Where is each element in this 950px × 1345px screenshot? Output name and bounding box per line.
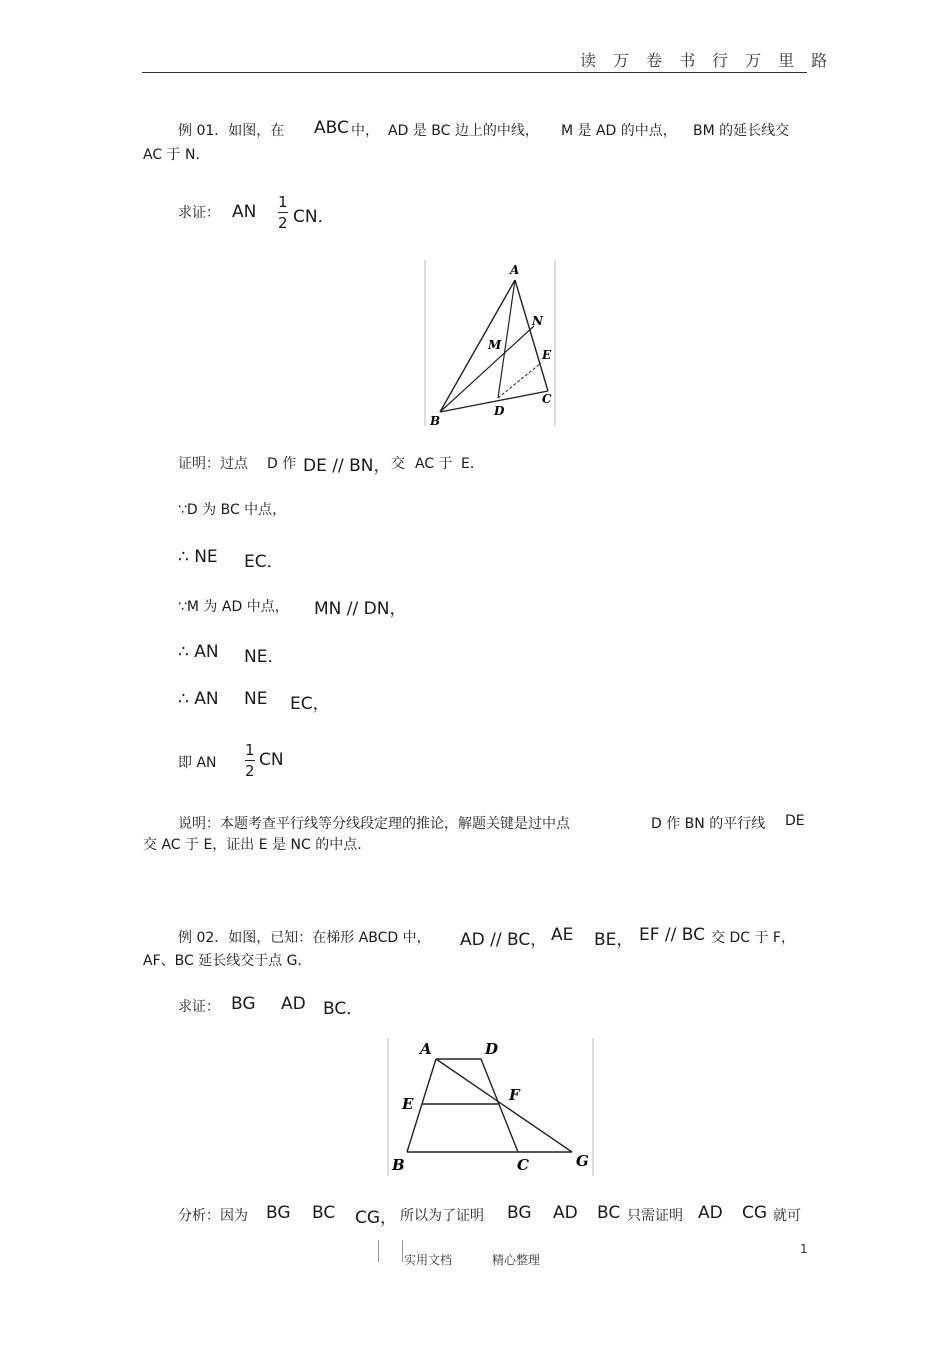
header-rule — [142, 72, 807, 73]
ex1-line2: AC 于 N． — [143, 147, 210, 163]
analysis-l: 就可 — [773, 1208, 801, 1224]
label-C: C — [517, 1156, 529, 1174]
analysis-g: AD — [553, 1203, 578, 1223]
header-motto-left: 读 万 卷 书 — [580, 51, 702, 70]
ex1-in: 中， — [351, 123, 379, 139]
proof-step-1e: AC 于 — [415, 456, 453, 472]
footer-divider-right — [402, 1240, 403, 1262]
segment-DC — [481, 1059, 518, 1152]
label-E: E — [402, 1095, 414, 1113]
proof-step-6c: EC， — [290, 694, 330, 714]
ex1-figure-triangle — [418, 258, 563, 430]
proof-frac-den: 2 — [245, 762, 255, 780]
segment-AC — [515, 280, 548, 391]
label-B: B — [392, 1156, 405, 1174]
proof-step-7a: 即 AN — [178, 755, 217, 771]
label-E: E — [542, 348, 552, 362]
ex2-figure-trapezoid — [382, 1036, 597, 1178]
proof-step-3a: ∴ NE — [178, 547, 218, 567]
ex1-prove-rhs: CN． — [293, 207, 335, 227]
analysis-e: 所以为了证明 — [400, 1208, 484, 1224]
ex1-intro: 例 01．如图，在 — [178, 123, 285, 139]
label-D: D — [485, 1040, 499, 1058]
label-A: A — [510, 263, 520, 277]
label-F: F — [509, 1086, 520, 1104]
proof-step-1c: DE // BN， — [303, 456, 391, 476]
ex1-triangle: ABC — [314, 118, 349, 138]
label-A: A — [420, 1040, 432, 1058]
proof-step-6b: NE — [244, 689, 268, 709]
ex1-prove-label: 求证： — [178, 205, 220, 221]
ex2-parallel: AD // BC， — [460, 930, 548, 950]
analysis-b: BG — [266, 1203, 291, 1223]
proof-step-5a: ∴ AN — [178, 642, 219, 662]
proof-step-1b: D 作 — [267, 456, 297, 472]
proof-step-7-fraction — [245, 741, 255, 780]
footer-left: 实用文档 — [404, 1253, 453, 1267]
label-D: D — [494, 404, 505, 418]
proof-frac-num: 1 — [245, 741, 255, 759]
proof-step-1d: 交 — [391, 456, 405, 472]
proof-step-6a: ∴ AN — [178, 689, 219, 709]
ex2-be: BE， — [594, 930, 634, 950]
ex2-ef: EF // BC — [639, 925, 706, 945]
segment-AB — [440, 280, 515, 412]
ex1-extension: BM 的延长线交 — [693, 123, 790, 139]
footer-divider-left — [378, 1240, 379, 1262]
note-line1a: 说明：本题考查平行线等分线段定理的推论，解题关键是过中点 — [178, 816, 570, 832]
ex2-intro: 例 02．如图，已知：在梯形 ABCD 中， — [178, 930, 431, 946]
ex1-prove-lhs: AN — [232, 202, 257, 222]
ex2-prove-label: 求证： — [178, 999, 220, 1015]
segment-BN — [440, 326, 534, 412]
label-B: B — [430, 414, 441, 428]
analysis-c: BC — [312, 1203, 336, 1223]
segment-AG — [436, 1059, 572, 1152]
page-number: 1 — [800, 1242, 808, 1256]
ex2-prove-c: BC． — [323, 999, 364, 1019]
analysis-f: BG — [507, 1203, 532, 1223]
note-line1b: D 作 BN 的平行线 — [651, 816, 766, 832]
ex1-frac-den: 2 — [278, 214, 288, 232]
analysis-a: 分析：因为 — [178, 1208, 248, 1224]
note-line2: 交 AC 于 E，证出 E 是 NC 的中点． — [143, 837, 372, 853]
proof-step-2: ∵D 为 BC 中点， — [178, 502, 287, 518]
proof-step-1f: E． — [461, 456, 484, 472]
proof-step-1a: 证明：过点 — [178, 456, 248, 472]
ex2-ae: AE — [551, 925, 574, 945]
proof-step-7b: CN — [259, 750, 284, 770]
analysis-j: AD — [698, 1203, 723, 1223]
label-M: M — [488, 338, 502, 352]
analysis-i: 只需证明 — [627, 1208, 683, 1224]
ex2-dc: 交 DC 于 F， — [711, 930, 795, 946]
ex1-fraction — [278, 193, 288, 232]
ex1-frac-num: 1 — [278, 193, 288, 211]
footer-right: 精心整理 — [492, 1253, 541, 1267]
ex2-line2: AF、BC 延长线交于点 G． — [143, 953, 312, 969]
header-motto-right: 行 万 里 路 — [712, 51, 834, 70]
proof-step-5b: NE． — [244, 647, 285, 667]
label-C: C — [542, 392, 552, 406]
note-line1c: DE — [785, 813, 805, 829]
analysis-k: CG — [742, 1203, 768, 1223]
fraction-bar — [245, 760, 255, 761]
segment-DE — [498, 363, 541, 398]
ex1-median: AD 是 BC 边上的中线， — [388, 123, 539, 139]
proof-step-4b: MN // DN， — [314, 599, 407, 619]
label-G: G — [576, 1152, 589, 1170]
proof-step-3b: EC． — [244, 552, 284, 572]
analysis-d: CG， — [355, 1208, 398, 1228]
proof-step-4a: ∵M 为 AD 中点， — [178, 599, 289, 615]
label-N: N — [532, 314, 543, 328]
fraction-bar — [278, 212, 288, 213]
ex1-midpoint: M 是 AD 的中点， — [561, 123, 677, 139]
ex2-prove-b: AD — [281, 994, 306, 1014]
analysis-h: BC — [597, 1203, 621, 1223]
ex2-prove-a: BG — [231, 994, 256, 1014]
